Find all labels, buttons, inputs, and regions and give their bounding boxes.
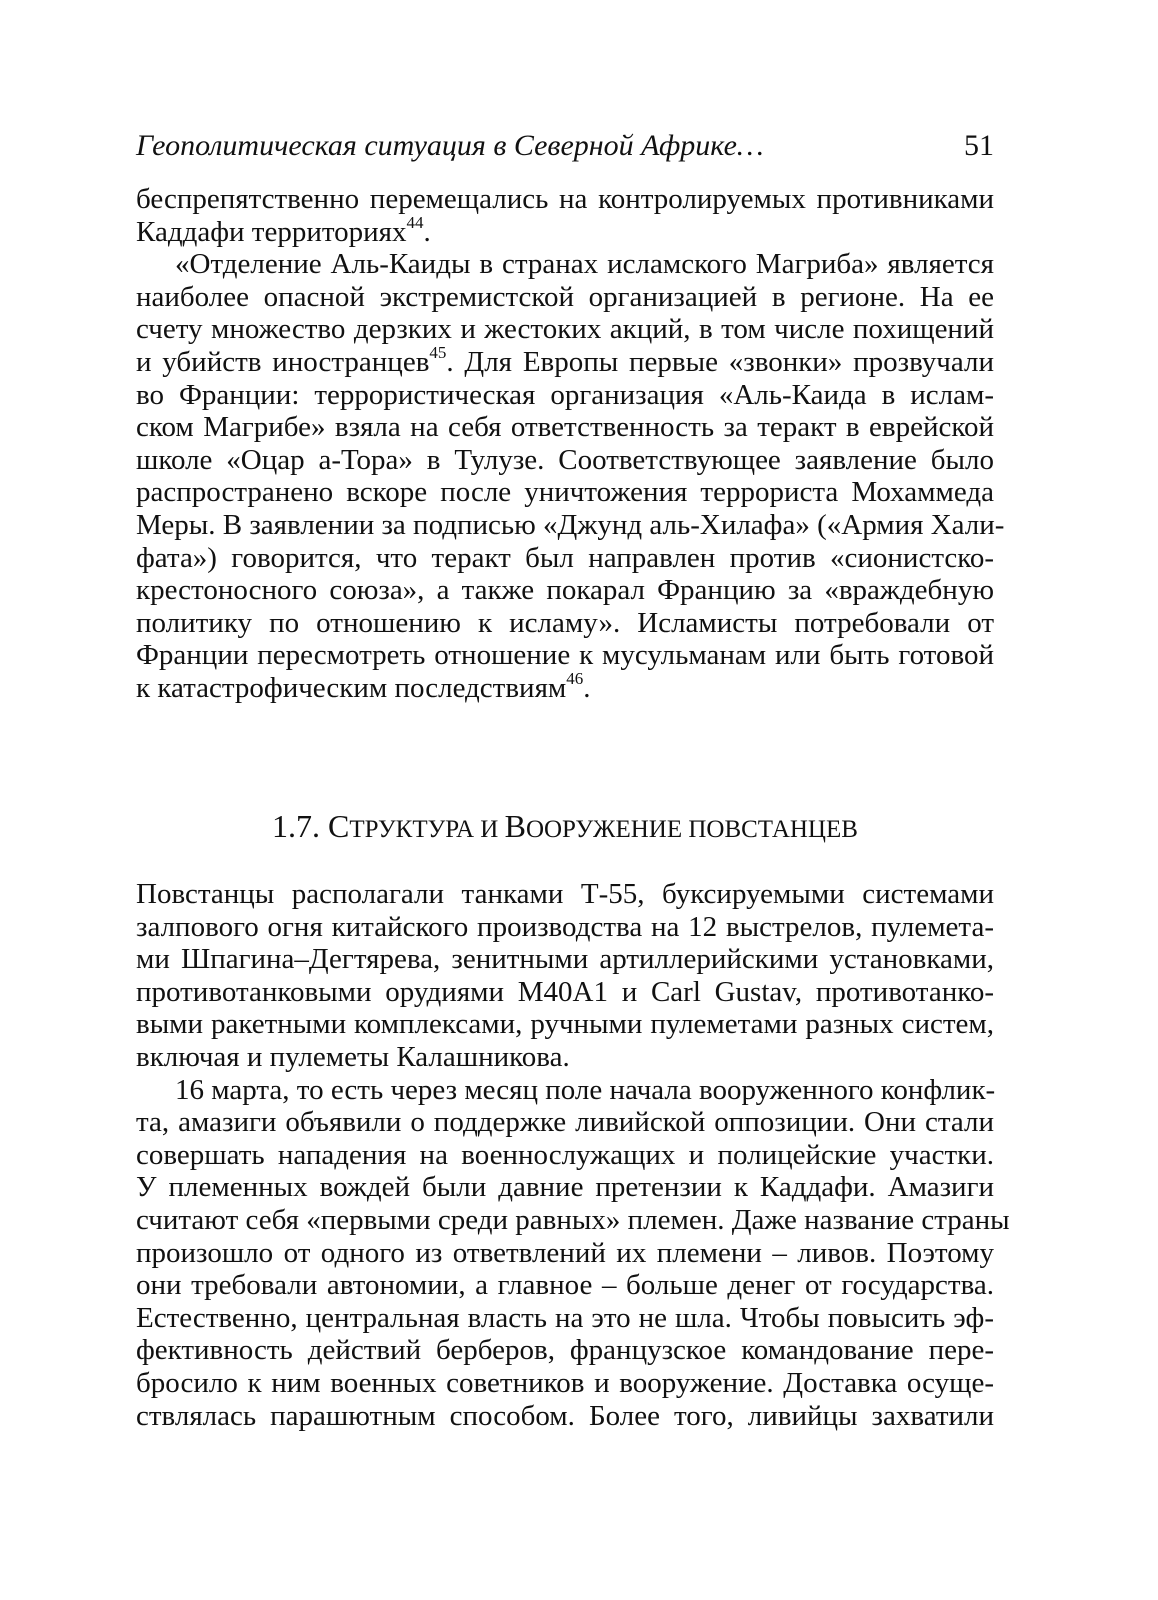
text-line: крестоносного союза», а также покарал Францию за «враждебную xyxy=(136,574,994,607)
text-line: Меры. В заявлении за подписью «Джунд аль-Хилафа» («Армия Хали- xyxy=(136,508,1005,541)
text-line: они требовали автономии, а главное – больше денег от государства. xyxy=(136,1269,994,1302)
text-line: бросило к ним военных советников и вооружение. Доставка осуще- xyxy=(136,1366,994,1399)
heading-part: ООРУЖЕНИЕ ПОВСТАНЦЕВ xyxy=(525,816,858,843)
text-line: выми ракетными комплексами, ручными пулеметами разных систем, xyxy=(136,1008,994,1041)
text-line: наиболее опасной экстремистской организацией в регионе. На ее xyxy=(136,280,994,313)
text-line: ствлялась парашютным способом. Более того, ливийцы захватили xyxy=(136,1399,994,1432)
page-number: 51 xyxy=(964,129,994,162)
text-line: залпового огня китайского производства на 12 выстрелов, пулемета- xyxy=(136,910,994,943)
text-line: фективность действий берберов, французское командование пере- xyxy=(136,1334,994,1367)
text-line: фата») говорится, что теракт был направлен против «сионистско- xyxy=(136,541,994,574)
footnote-marker: 44 xyxy=(406,212,424,232)
text-line: включая и пулеметы Калашникова. xyxy=(136,1040,570,1073)
section-text-1 xyxy=(136,183,1005,705)
text-line: Повстанцы располагали танками Т-55, буксируемыми системами xyxy=(136,878,994,910)
text-line: та, амазиги объявили о поддержке ливийской оппозиции. Они стали xyxy=(136,1106,994,1139)
text-fragment: . xyxy=(423,215,431,248)
footnote-marker: 46 xyxy=(566,668,584,688)
footnote-marker: 45 xyxy=(429,342,447,362)
text-line: ми Шпагина–Дегтярева, зенитными артиллерийскими установками, xyxy=(136,943,994,976)
text-line: противотанковыми орудиями M40A1 и Carl Gustav, противотанко- xyxy=(136,975,994,1008)
text-line: Естественно, центральная власть на это не шла. Чтобы повысить эф- xyxy=(136,1301,994,1334)
text-fragment: . Для Европы первые «звонки» прозвучали xyxy=(446,345,994,378)
heading-part: С xyxy=(328,808,350,844)
text-line: счету множество дерзких и жестоких акций, в том числе похищений xyxy=(136,313,994,346)
heading-part: В xyxy=(504,808,526,844)
text-line: ском Магрибе» взяла на себя ответственность за теракт в еврейской xyxy=(136,411,994,444)
text-fragment: и убийств иностранцев xyxy=(136,345,430,378)
text-line: распространено вскоре после уничтожения террориста Мохаммеда xyxy=(136,476,994,509)
text-fragment: к катастрофическим последствиям xyxy=(136,671,567,704)
heading-number: 1.7. xyxy=(272,808,329,844)
text-line: «Отделение Аль-Каиды в странах исламского Магриба» является xyxy=(175,248,994,281)
text-line xyxy=(136,212,994,249)
text-line: У племенных вождей были давние претензии к Каддафи. Амазиги xyxy=(136,1171,994,1204)
text-line xyxy=(136,342,994,379)
section-heading xyxy=(136,804,994,852)
text-line: школе «Оцар а-Тора» в Тулузе. Соответствующее заявление было xyxy=(136,443,994,476)
text-line: беспрепятственно перемещались на контролируемых противниками xyxy=(136,183,994,215)
text-line: совершать нападения на военнослужащих и полицейские участки. xyxy=(136,1138,994,1171)
text-fragment: Каддафи территориях xyxy=(136,215,407,248)
text-line: 16 марта, то есть через месяц поле начала вооруженного конфлик- xyxy=(175,1073,996,1106)
text-line: произошло от одного из ответвлений их племени – ливов. Поэтому xyxy=(136,1236,994,1269)
text-line: Франции пересмотреть отношение к мусульманам или быть готовой xyxy=(136,639,994,672)
heading-part: ТРУКТУРА И xyxy=(349,816,505,843)
text-line: считают себя «первыми среди равных» племен. Даже название страны xyxy=(136,1203,1010,1236)
text-line xyxy=(136,668,994,705)
text-fragment: . xyxy=(583,671,591,704)
text-line: во Франции: террористическая организация «Аль-Каида в ислам- xyxy=(136,378,994,411)
section-text-2 xyxy=(136,878,1010,1432)
running-header xyxy=(136,126,994,166)
running-title: Геополитическая ситуация в Северной Африке… xyxy=(136,129,764,162)
text-line: политику по отношению к исламу». Исламисты потребовали от xyxy=(136,606,994,639)
